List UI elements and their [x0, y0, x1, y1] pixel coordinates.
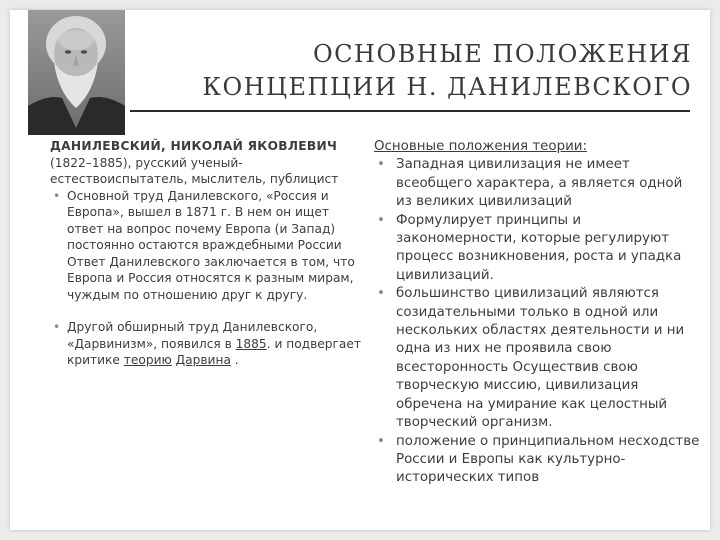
- left-column: [50, 138, 362, 369]
- list-item: [374, 156, 700, 211]
- year-1885-link[interactable]: 1885: [235, 336, 267, 351]
- slide-card: [10, 10, 710, 530]
- bullet-text-main-work: Основной труд Данилевского, «Россия и Европа», вышел в 1871 г. В нем он ищет ответ на вопрос почему Европа (и Запад) постоянно остаются враждебными России Ответ Данилевского заключается в том, что Европа и Россия относятся к разным мирам, чуждым по отношению друг к другу.: [67, 188, 355, 302]
- list-item: [50, 319, 362, 369]
- person-name: ДАНИЛЕВСКИЙ, НИКОЛАЙ ЯКОВЛЕВИЧ: [50, 139, 338, 153]
- biography-text: (1822–1885), русский ученый-естествоиспытатель, мыслитель, публицист: [50, 155, 339, 186]
- theory-link[interactable]: теорию: [123, 353, 172, 367]
- portrait-photo: [28, 10, 125, 135]
- theory-item-1: Западная цивилизация не имеет всеобщего характера, а является одной из великих цивилизаций: [396, 157, 683, 210]
- theory-heading: Основные положения теории:: [374, 139, 587, 154]
- list-item: [50, 188, 362, 304]
- theory-bullet-list: [374, 156, 700, 487]
- theory-item-4: положение о принципиальном несходстве России и Европы как культурно-исторических типов: [396, 433, 700, 486]
- list-item: [374, 212, 700, 286]
- title-line-1: ОСНОВНЫЕ ПОЛОЖЕНИЯ: [312, 40, 692, 68]
- right-column: [374, 138, 700, 488]
- slide-title: [128, 38, 692, 104]
- list-item: [374, 433, 700, 488]
- biography-paragraph: [50, 138, 362, 188]
- darwin-link[interactable]: Дарвина: [175, 353, 231, 367]
- title-line-2: КОНЦЕПЦИИ Н. ДАНИЛЕВСКОГО: [202, 73, 692, 101]
- theory-item-3: большинство цивилизаций являются созидательными только в одной или нескольких областях деятельности и ни одна из них не проявила свою всесторонность Осуществив свою творческую миссию, цивилизация обречена на умирание как целостный творческий организм.: [396, 286, 685, 431]
- bullet-end-text: .: [230, 353, 239, 367]
- left-bullet-list: [50, 188, 362, 369]
- list-item: [374, 285, 700, 432]
- theory-item-2: Формулирует принципы и закономерности, которые регулируют процесс возникновения, роста и упадка цивилизаций.: [396, 212, 682, 283]
- title-divider: [130, 110, 690, 112]
- bullet-text-critique: . и подвергает критике: [67, 336, 361, 367]
- bullet-text-darwinism: Другой обширный труд Данилевского, «Дарвинизм», появился в: [67, 320, 318, 351]
